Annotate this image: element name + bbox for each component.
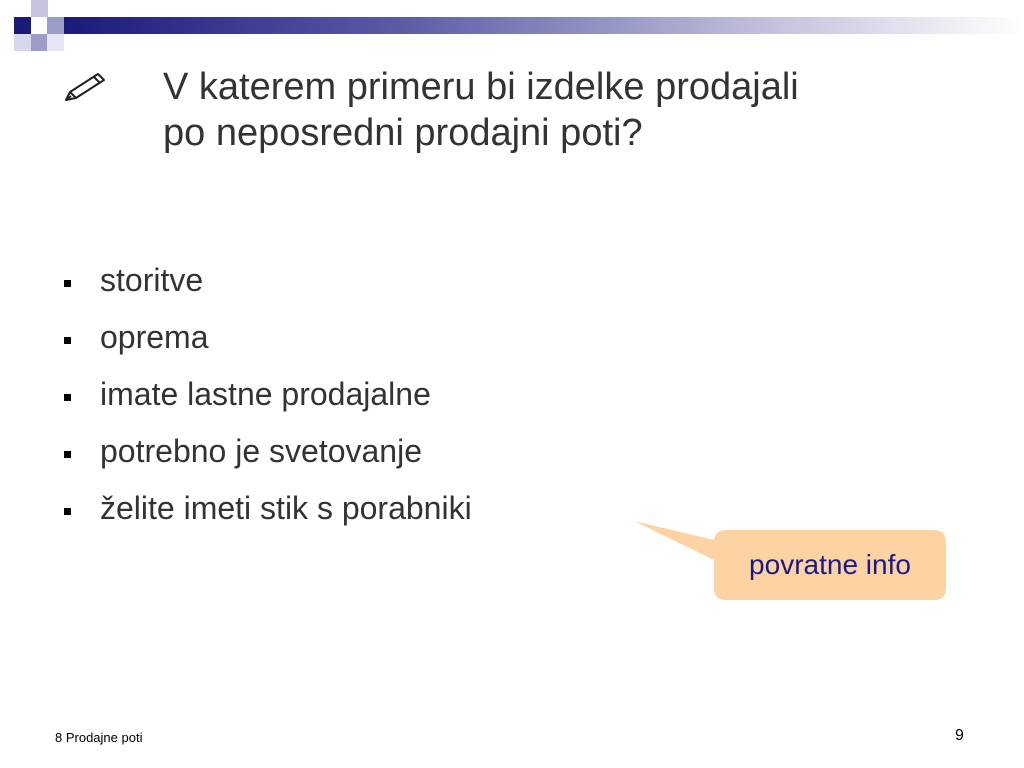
bullet-text: želite imeti stik s porabniki — [100, 490, 472, 526]
footer-section-label: 8 Prodajne poti — [55, 730, 143, 745]
bullet-text: imate lastne prodajalne — [100, 376, 431, 412]
title-line: V katerem primeru bi izdelke prodajali — [163, 66, 799, 108]
bullet-text: oprema — [100, 319, 209, 355]
page-number: 9 — [955, 727, 964, 744]
bullet-text: potrebno je svetovanje — [100, 433, 422, 469]
callout-text: povratne info — [749, 549, 911, 580]
bullet-text: storitve — [100, 262, 204, 298]
title-line: po neposredni prodajni poti? — [163, 112, 643, 154]
